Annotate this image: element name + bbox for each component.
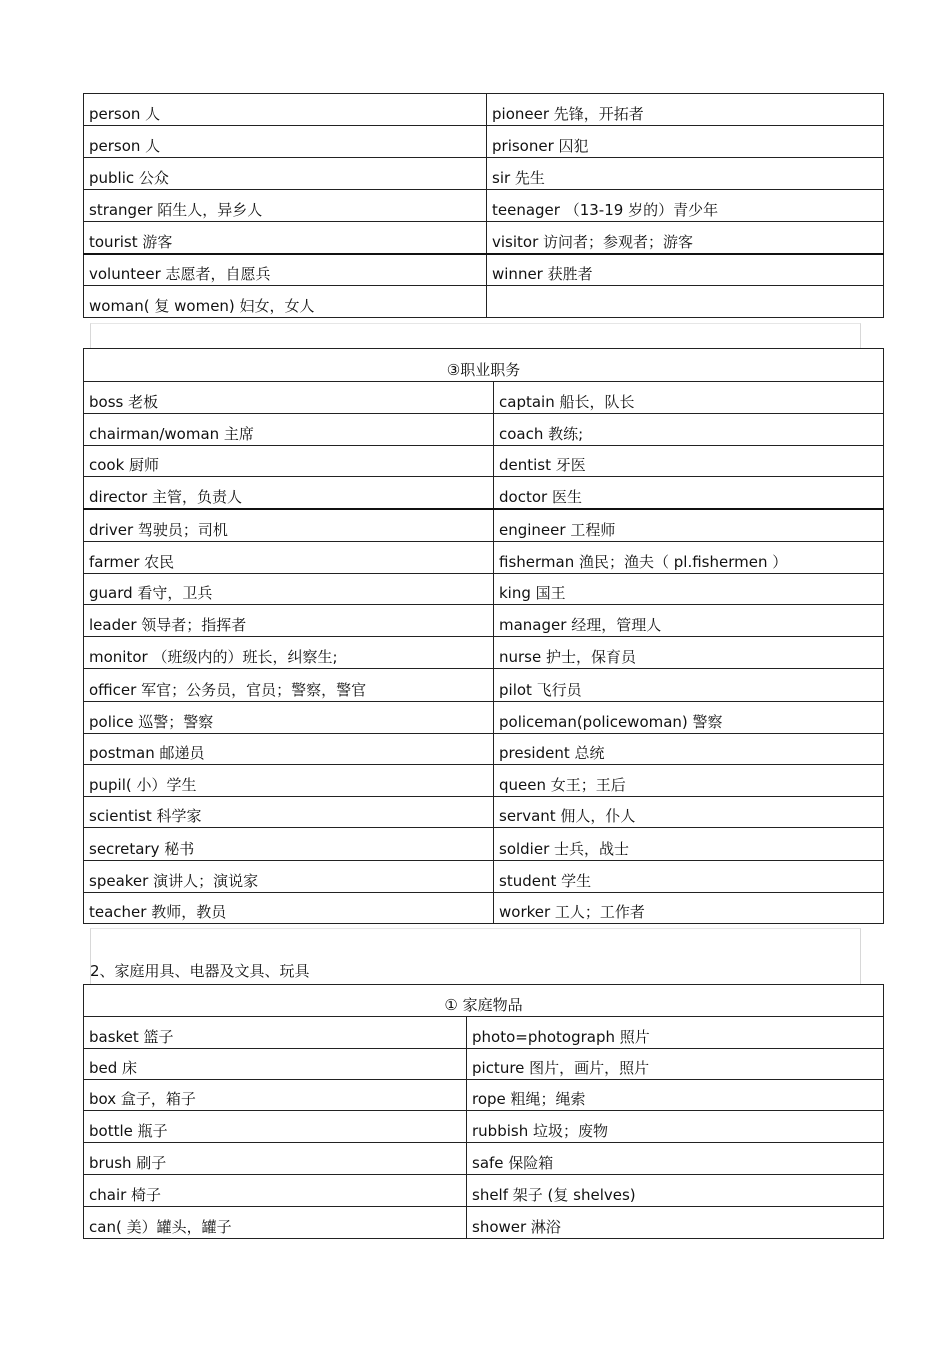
word-cell-left: chairman/woman 主席	[84, 414, 494, 446]
table-row	[84, 605, 884, 637]
table-row	[84, 382, 884, 414]
table-row	[84, 574, 884, 605]
table-row	[84, 254, 884, 286]
table-row	[84, 542, 884, 574]
word-cell-right: pioneer 先锋，开拓者	[487, 94, 884, 126]
table-row	[84, 637, 884, 669]
word-cell-right: rope 粗绳；绳索	[467, 1080, 884, 1111]
word-cell-right: coach 教练;	[494, 414, 884, 446]
table-row	[84, 1175, 884, 1207]
word-cell-right: shelf 架子 (复 shelves)	[467, 1175, 884, 1207]
table-row	[84, 861, 884, 893]
table-row	[84, 1207, 884, 1239]
word-cell-left: postman 邮递员	[84, 734, 494, 765]
table-row	[84, 446, 884, 477]
table-row	[84, 734, 884, 765]
table-title: ③职业职务	[84, 349, 884, 382]
word-cell-left: can( 美）罐头，罐子	[84, 1207, 467, 1239]
word-cell-left: pupil( 小）学生	[84, 765, 494, 797]
table-row	[84, 94, 884, 126]
word-cell-left: volunteer 志愿者，自愿兵	[84, 254, 487, 286]
table-row	[84, 765, 884, 797]
word-cell-left: stranger 陌生人，异乡人	[84, 190, 487, 222]
word-cell-left: chair 椅子	[84, 1175, 467, 1207]
table-row	[84, 1049, 884, 1080]
word-cell-right: sir 先生	[487, 158, 884, 190]
word-cell-right: rubbish 垃圾；废物	[467, 1111, 884, 1143]
word-cell-right: doctor 医生	[494, 477, 884, 509]
page-gap-frame	[90, 323, 861, 349]
word-cell-right: soldier 士兵，战士	[494, 828, 884, 861]
word-cell-right: teenager （13-19 岁的）青少年	[487, 190, 884, 222]
word-cell-left: bottle 瓶子	[84, 1111, 467, 1143]
word-cell-left: basket 篮子	[84, 1017, 467, 1049]
word-cell-right: safe 保险箱	[467, 1143, 884, 1175]
word-cell-left: tourist 游客	[84, 222, 487, 254]
table-row	[84, 509, 884, 542]
word-cell-right: shower 淋浴	[467, 1207, 884, 1239]
word-cell-right: worker 工人；工作者	[494, 893, 884, 924]
table-row	[84, 414, 884, 446]
table-row	[84, 702, 884, 734]
table-row	[84, 1143, 884, 1175]
table-title: ① 家庭物品	[84, 985, 884, 1017]
word-cell-left: public 公众	[84, 158, 487, 190]
section-heading: 2、家庭用具、电器及文具、玩具	[90, 962, 310, 980]
word-cell-left: person 人	[84, 126, 487, 158]
table-row	[84, 286, 884, 318]
word-cell-left: secretary 秘书	[84, 828, 494, 861]
word-cell-right: manager 经理，管理人	[494, 605, 884, 637]
table-row	[84, 158, 884, 190]
word-cell-right	[487, 286, 884, 318]
table-row	[84, 477, 884, 509]
word-cell-right: dentist 牙医	[494, 446, 884, 477]
word-cell-left: bed 床	[84, 1049, 467, 1080]
word-cell-right: president 总统	[494, 734, 884, 765]
word-cell-right: fisherman 渔民；渔夫（ pl.fishermen ）	[494, 542, 884, 574]
word-cell-right: student 学生	[494, 861, 884, 893]
word-cell-left: woman( 复 women) 妇女，女人	[84, 286, 487, 318]
word-cell-right: captain 船长，队长	[494, 382, 884, 414]
table-row	[84, 797, 884, 828]
word-cell-right: engineer 工程师	[494, 509, 884, 542]
word-cell-right: policeman(policewoman) 警察	[494, 702, 884, 734]
word-cell-right: servant 佣人，仆人	[494, 797, 884, 828]
word-cell-right: picture 图片，画片，照片	[467, 1049, 884, 1080]
word-cell-left: leader 领导者；指挥者	[84, 605, 494, 637]
table-row	[84, 1111, 884, 1143]
table-row	[84, 1017, 884, 1049]
word-cell-left: officer 军官；公务员，官员；警察，警官	[84, 669, 494, 702]
occupations-vocab-table	[83, 348, 884, 924]
household-items-vocab-table	[83, 984, 884, 1239]
word-cell-left: box 盒子，箱子	[84, 1080, 467, 1111]
table-row	[84, 893, 884, 924]
table-row	[84, 828, 884, 861]
word-cell-left: cook 厨师	[84, 446, 494, 477]
word-cell-right: nurse 护士，保育员	[494, 637, 884, 669]
word-cell-right: king 国王	[494, 574, 884, 605]
word-cell-left: teacher 教师，教员	[84, 893, 494, 924]
word-cell-left: farmer 农民	[84, 542, 494, 574]
word-cell-left: police 巡警；警察	[84, 702, 494, 734]
table-row	[84, 669, 884, 702]
word-cell-left: director 主管，负责人	[84, 477, 494, 509]
table-row	[84, 1080, 884, 1111]
word-cell-right: winner 获胜者	[487, 254, 884, 286]
word-cell-right: photo=photograph 照片	[467, 1017, 884, 1049]
word-cell-right: prisoner 囚犯	[487, 126, 884, 158]
word-cell-right: visitor 访问者；参观者；游客	[487, 222, 884, 254]
word-cell-left: boss 老板	[84, 382, 494, 414]
word-cell-left: person 人	[84, 94, 487, 126]
table-row	[84, 126, 884, 158]
table-row	[84, 222, 884, 254]
word-cell-right: queen 女王；王后	[494, 765, 884, 797]
word-cell-right: pilot 飞行员	[494, 669, 884, 702]
word-cell-left: scientist 科学家	[84, 797, 494, 828]
people-vocab-table	[83, 93, 884, 318]
word-cell-left: brush 刷子	[84, 1143, 467, 1175]
word-cell-left: speaker 演讲人；演说家	[84, 861, 494, 893]
word-cell-left: driver 驾驶员；司机	[84, 509, 494, 542]
word-cell-left: monitor （班级内的）班长，纠察生;	[84, 637, 494, 669]
table-row	[84, 190, 884, 222]
word-cell-left: guard 看守，卫兵	[84, 574, 494, 605]
